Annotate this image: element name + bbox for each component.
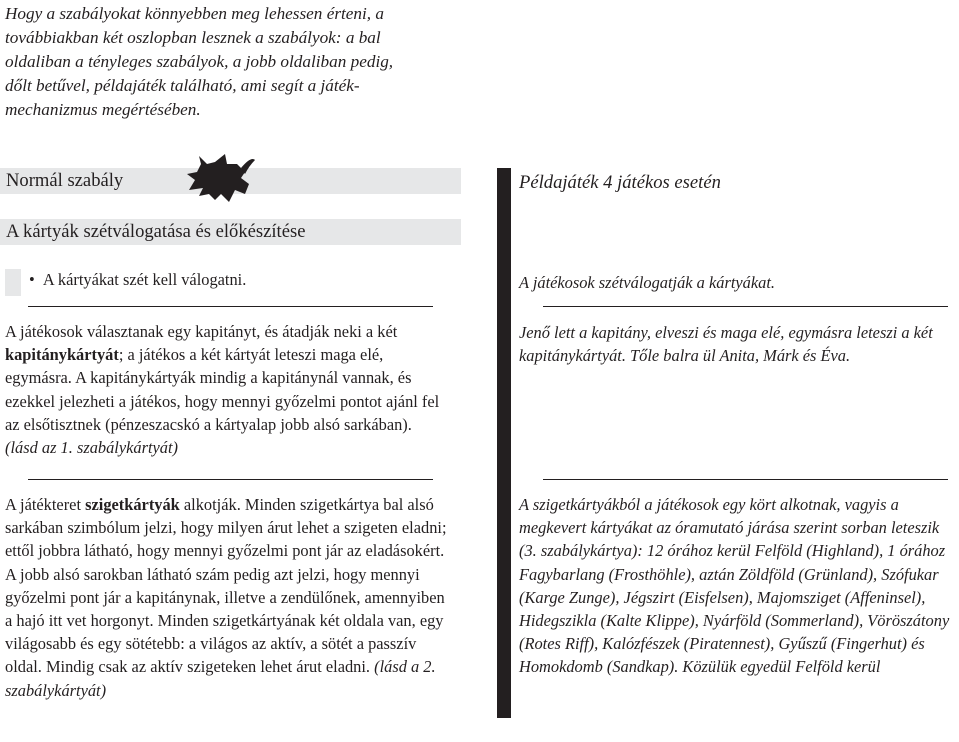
- normal-rule-title: Normál szabály: [6, 170, 124, 191]
- example-title: Példajáték 4 játékos esetén: [519, 172, 721, 193]
- intro-line: dőlt betűvel, példajáték található, ami segít a játék-: [5, 75, 360, 95]
- intro-line: továbbiakban két oszlopban lesznek a szabályok: a bal: [5, 27, 381, 47]
- intro-text: [5, 2, 475, 122]
- rule-card-reference: (lásd a 2. szabálykártyát): [5, 657, 436, 700]
- separator-rule: [543, 306, 948, 307]
- rule-card-reference: (lásd az 1. szabálykártyát): [5, 438, 178, 458]
- cat-silhouette-icon: [185, 150, 257, 206]
- paragraph-text: ; a játékos a két kártyát leteszi maga elé, egymásra. A kapitánykártyák mindig a kapitánynál vannak, és ezekkel jelezheti a játékos, hogy mennyi győzelmi pontot ajánl fel az elsőtisztnek (pénzeszacskó a kártyalap jobb alsó sarkában).: [5, 345, 440, 434]
- paragraph-text: A játékosok választanak egy kapitányt, és átadják neki a két: [5, 322, 398, 341]
- section-header: [0, 219, 461, 245]
- example-text-islands: A szigetkártyákból a játékosok egy kört alkotnak, vagyis a megkevert kártyákat az óramutató járása szerint sorban leteszik (3. szabálykártya): 12 órához kerül Felföld (Highland), 1 órához Fagybarlang (Frosthöhle), aztán Zöldföld (Grünland), Szófukar (Karge Zunge), Jégszirt (Eisfelsen), Majomsziget (Affeninsel), Hidegszikla (Kalte Klippe), Nyárföld (Sommerland), Vöröszátony (Rotes Riff), Kalózfészek (Piratennest), Gyűszű (Fingerhut) és Homokdomb (Sandkap). Közülük egyedül Felföld kerül: [519, 495, 950, 677]
- example-text-captain: Jenő lett a kapitány, elveszi és maga elé, egymásra leteszi a két kapitánykártyát. Tőle balra ül Anita, Márk és Éva.: [519, 323, 933, 366]
- bullet-marker-box: [5, 269, 21, 296]
- separator-rule: [28, 306, 433, 307]
- bullet-text: A kártyákat szét kell válogatni.: [42, 270, 247, 289]
- keyword-captain-cards: kapitánykártyát: [5, 345, 119, 365]
- intro-line: mechanizmus megértésében.: [5, 99, 201, 119]
- example-text-sort: A játékosok szétválogatják a kártyákat.: [519, 273, 775, 292]
- section-title: A kártyák szétválogatása és előkészítése: [6, 221, 306, 242]
- intro-line: oldaliban a tényleges szabályok, a jobb oldaliban pedig,: [5, 51, 394, 71]
- bullet-icon: •: [29, 270, 35, 289]
- bullet-item: [29, 270, 246, 290]
- keyword-island-cards: szigetkártyák: [85, 495, 180, 514]
- rule-paragraph-islands: [5, 493, 453, 702]
- separator-rule: [28, 479, 433, 480]
- paragraph-text: A játékteret: [5, 495, 86, 514]
- column-divider: [497, 168, 511, 718]
- separator-rule: [543, 479, 948, 480]
- paragraph-text: alkotják. Minden szigetkártya bal alsó sarkában szimbólum jelzi, hogy milyen árut lehet a szigeten eladni; ettől jobbra látható, hogy mennyi győzelmi pont jár az eladásokért. A jobb alsó sarokban látható szám pedig azt jelzi, hogy mennyi győzelmi pont jár a kapitánynak, illetve a zendülőnek, amennyiben a hajó itt vet horgonyt. Minden szigetkártyának két oldala van, egy világosabb és egy sötétebb: a világos az aktív, a sötét a passzív oldal. Mindig csak az aktív szigeteken lehet árut eladni.: [5, 495, 447, 677]
- intro-line: Hogy a szabályokat könnyebben meg lehessen érteni, a: [5, 4, 384, 23]
- rule-paragraph-captain: [5, 320, 441, 459]
